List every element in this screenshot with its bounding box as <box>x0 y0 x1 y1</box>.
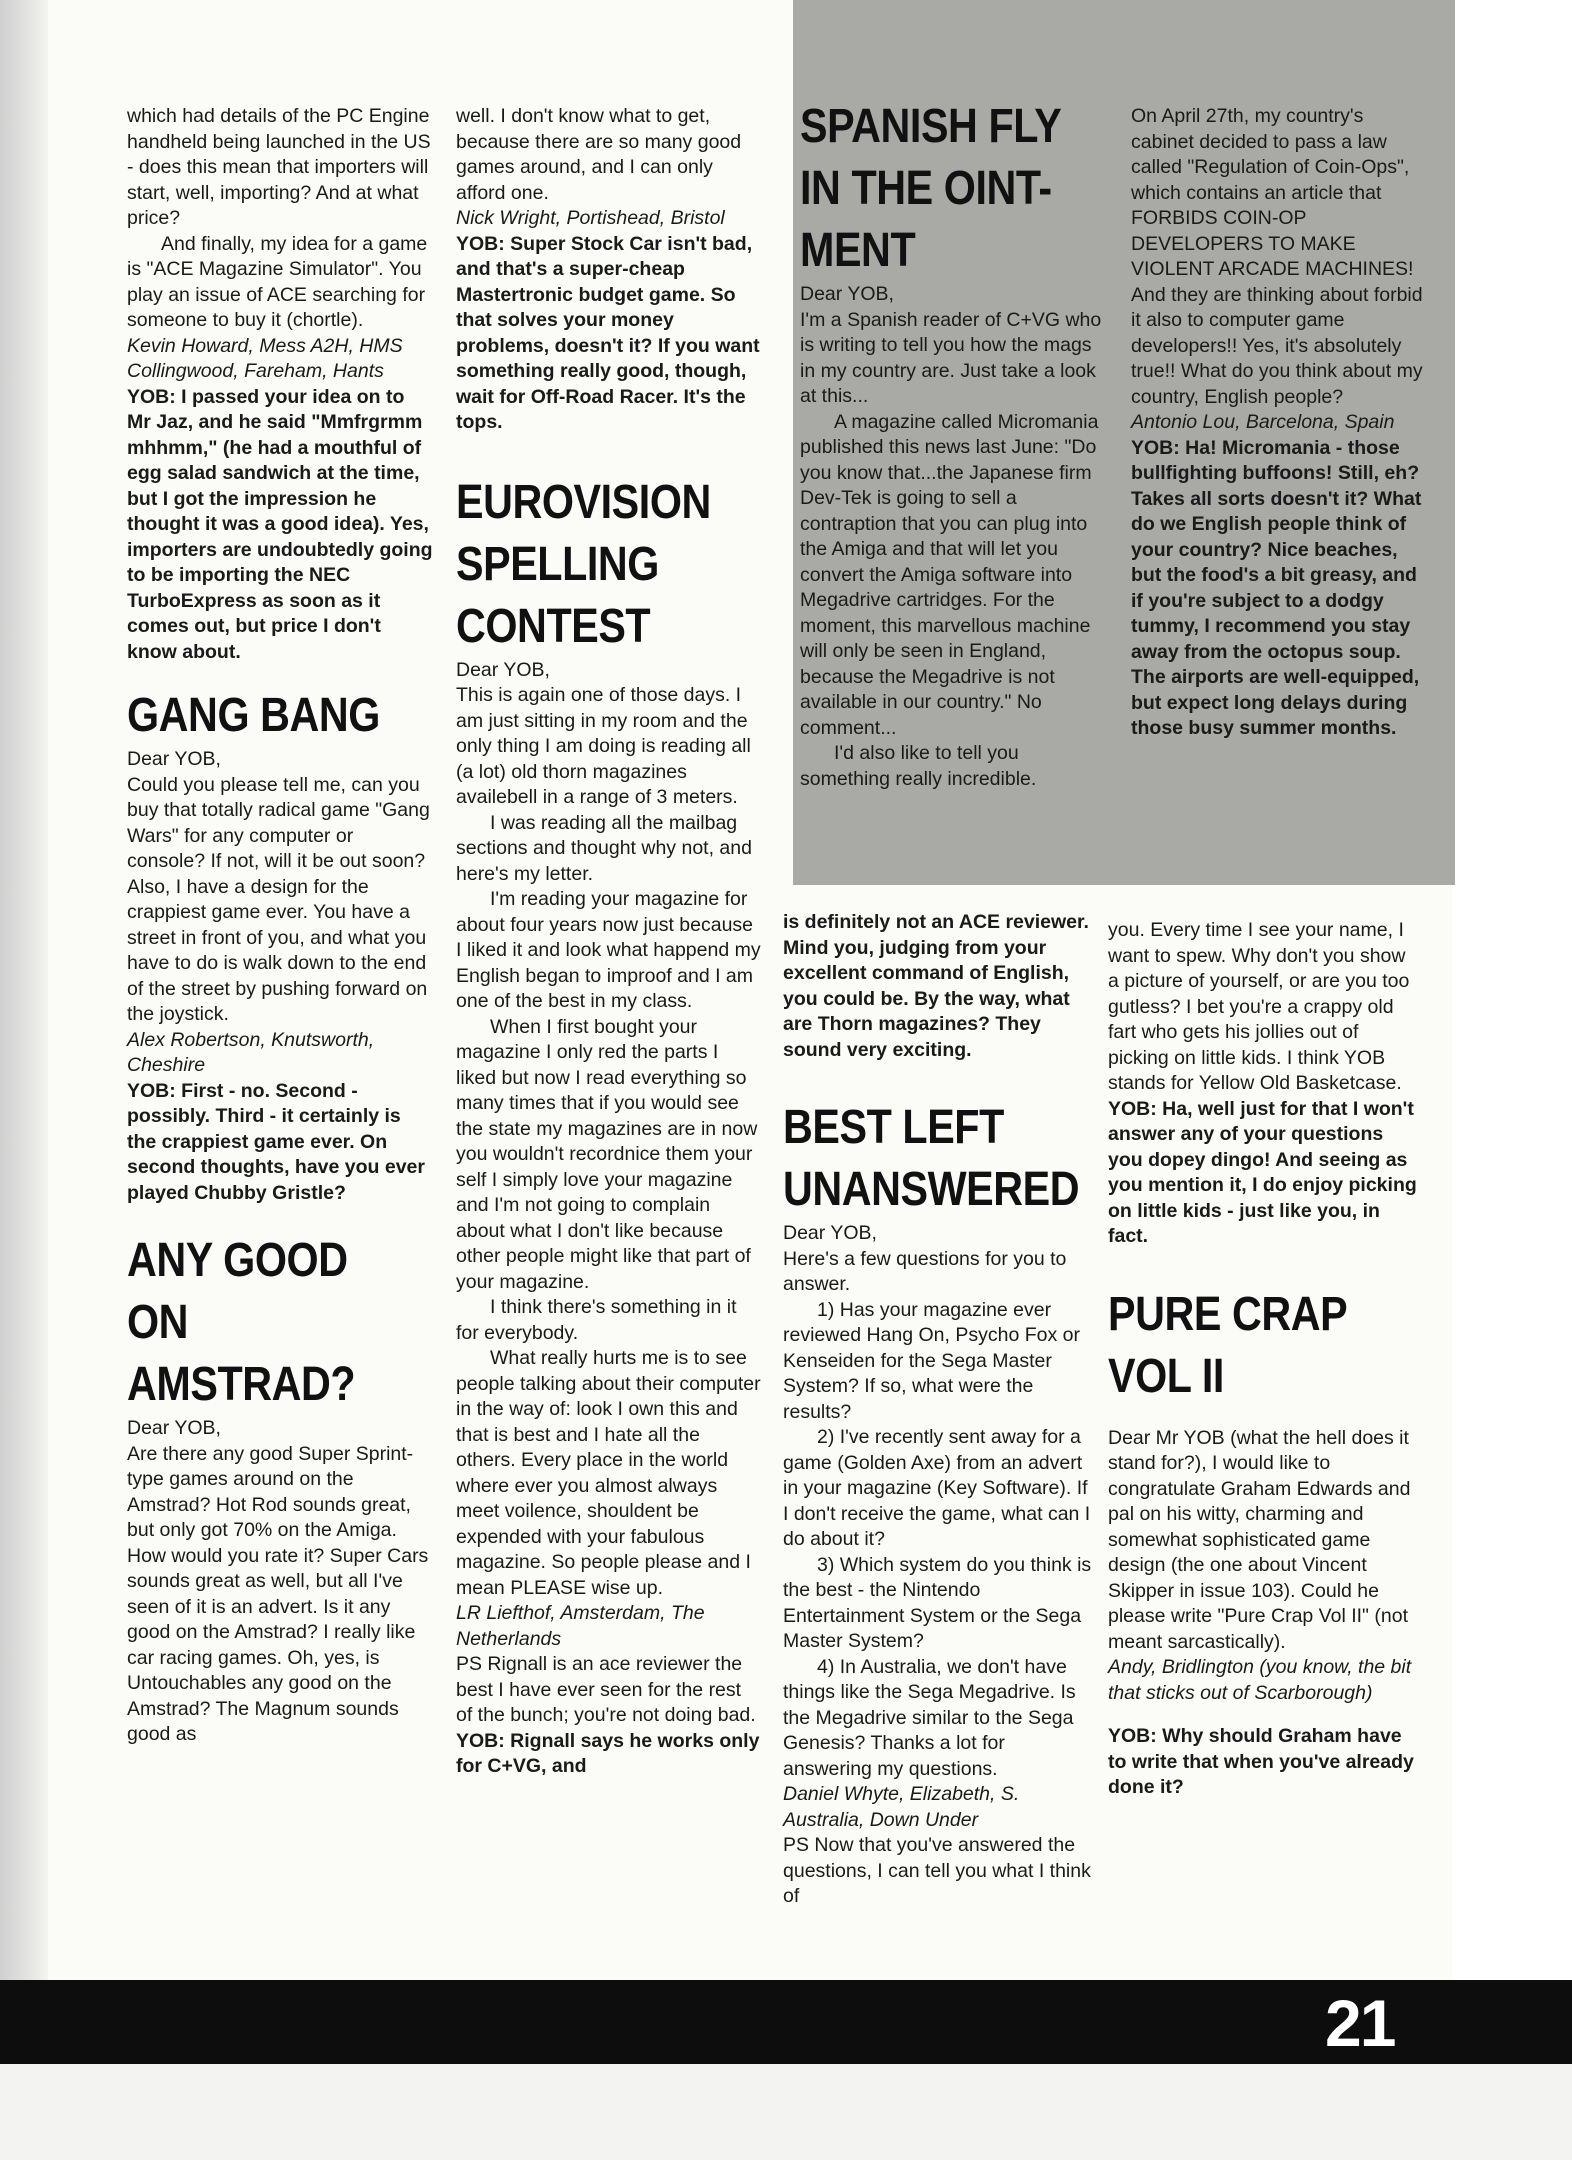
letter-postscript: PS Now that you've answered the questions, I can tell you what I think of <box>783 1834 1091 1907</box>
letter-text: On April 27th, my country's cabinet decided to pass a law called "Regulation of Coin-Ops", which contains an article that FORBIDS COIN-OP DEVELOPERS TO MAKE VIOLENT ARCADE MACHINES! And they are thinking about forbid it also to computer game developers!! Yes, it's absolutely true!! What do you think about my country, English people? <box>1131 105 1423 408</box>
binding-gutter <box>0 0 48 2160</box>
letter-text: 4) In Australia, we don't have things like the Sega Megadrive. Is the Megadrive similar to the Sega Genesis? Thanks a lot for answering my questions. <box>783 1655 1076 1780</box>
letter-salutation: Dear YOB, <box>783 1222 877 1244</box>
yob-reply: YOB: Rignall says he works only for C+VG, and <box>456 1729 760 1777</box>
page-edge <box>1452 0 1572 2160</box>
column-4-lower <box>1108 918 1420 1801</box>
yob-reply: YOB: First - no. Second - possibly. Third - it certainly is the crappiest game ever. On second thoughts, have you ever played Chubby Gristle? <box>127 1079 425 1204</box>
letter-postscript: PS Rignall is an ace reviewer the best I have ever seen for the rest of the bunch; you're not doing bad. <box>456 1653 756 1726</box>
letter-text: I'm reading your magazine for about four years now just because I liked it and look what happend my English began to improof and I am one of the best in my class. <box>456 888 761 1012</box>
letter-signature: Kevin Howard, Mess A2H, HMS Collingwood, Fareham, Hants <box>127 334 403 382</box>
column-3-lower <box>783 910 1095 1910</box>
letter-text: I'm a Spanish reader of C+VG who is writing to tell you how the mags in my country are. Just take a look at this... <box>800 308 1102 407</box>
letter-signature: Nick Wright, Portishead, Bristol <box>456 207 725 229</box>
letter-text: Are there any good Super Sprint-type games around on the Amstrad? Hot Rod sounds great, but only got 70% on the Amiga. How would you rate it? Super Cars sounds great as well, but all I've seen of it is an advert. Is it any good on the Amstrad? I really like car racing games. Oh, yes, is Untouchables any good on the Amstrad? The Magnum sounds good as <box>127 1442 429 1745</box>
headline-any-good-on-amstrad: ANY GOOD ON AMSTRAD? <box>127 1234 356 1411</box>
letter-text: 3) Which system do you think is the best - the Nintendo Entertainment System or the Sega Master System? <box>783 1553 1092 1652</box>
page-margin-bottom <box>0 2064 1572 2160</box>
letter-text: Dear Mr YOB (what the hell does it stand for?), I would like to congratulate Graham Edwards and pal on his witty, charming and somewhat sophisticated game design (the one about Vincent Skipper in issue 103). Could he please write "Pure Crap Vol II" (not meant sarcastically). <box>1108 1426 1411 1653</box>
yob-reply: YOB: Ha! Micromania - those bullfighting buffoons! Still, eh? Takes all sorts doesn't it? What do we English people think of your country? Nice beaches, but the food's a bit greasy, and if you're subject to a dodgy tummy, I recommend you stay away from the octopus soup. The airports are well-equipped, but expect long delays during those busy summer months. <box>1131 436 1422 739</box>
letter-text: I think there's something in it for everybody. <box>456 1296 737 1344</box>
letter-text: This is again one of those days. I am just sitting in my room and the only thing I am doing is reading all (a lot) old thorn magazines availebell in a range of 3 meters. <box>456 684 751 808</box>
letter-salutation: Dear YOB, <box>127 1417 221 1439</box>
column-3 <box>800 96 1106 792</box>
letter-text: you. Every time I see your name, I want to spew. Why don't you show a picture of yourself, or are you too gutless? I bet you're a crappy old fart who gets his jollies out of picking on little kids. I think YOB stands for Yellow Old Basketcase. <box>1108 919 1410 1094</box>
letter-text: When I first bought your magazine I only red the parts I liked but now I read everything so many times that if you would see the state my magazines are in now you wouldn't recordnice them your self I simply love your magazine and I'm not going to complain about what I don't like because other people might like that part of your magazine. <box>456 1015 758 1293</box>
letter-signature: Andy, Bridlington (you know, the bit that sticks out of Scarborough) <box>1108 1656 1412 1704</box>
yob-reply: is definitely not an ACE reviewer. Mind you, judging from your excellent command of English, you could be. By the way, what are Thorn magazines? They sound very exciting. <box>783 911 1089 1061</box>
letter-text: 2) I've recently sent away for a game (Golden Axe) from an advert in your magazine (Key Software). If I don't receive the game, what can I do about it? <box>783 1426 1091 1550</box>
letter-salutation: Dear YOB, <box>800 283 894 305</box>
letter-salutation: Dear YOB, <box>456 658 550 681</box>
letter-signature: LR Liefthof, Amsterdam, The Netherlands <box>456 1602 705 1650</box>
letter-text: A magazine called Micromania published this news last June: "Do you know that...the Japanese firm Dev-Tek is going to sell a contraption that you can plug into the Amiga and that will let you convert the Amiga software into Megadrive cartridges. For the moment, this marvellous machine will only be seen in England, because the Megadrive is not available in our country." No comment... <box>800 410 1099 739</box>
headline-gang-bang: GANG BANG <box>127 689 380 742</box>
yob-reply: YOB: Why should Graham have to write that when you've already done it? <box>1108 1725 1414 1798</box>
letter-text: I'd also like to tell you something really incredible. <box>800 742 1037 790</box>
headline-pure-crap: PURE CRAP VOL II <box>1108 1287 1348 1403</box>
page-number: 21 <box>1325 1986 1395 2060</box>
yob-reply: YOB: Super Stock Car isn't bad, and that's a super-cheap Mastertronic budget game. So that solves your money problems, doesn't it? If you want something really good, though, wait for Off-Road Racer. It's the tops. <box>456 232 760 433</box>
headline-best-left-unanswered: BEST LEFT UNANSWERED <box>783 1101 1080 1216</box>
letter-signature: Antonio Lou, Barcelona, Spain <box>1131 411 1395 433</box>
letter-text: I was reading all the mailbag sections and thought why not, and here's my letter. <box>456 811 752 885</box>
headline-eurovision-spelling-contest: EUROVISION SPELLING CONTEST <box>456 475 711 653</box>
letter-signature: Daniel Whyte, Elizabeth, S. Australia, Down Under <box>783 1783 1020 1831</box>
column-1 <box>127 104 433 1748</box>
letter-text: 1) Has your magazine ever reviewed Hang On, Psycho Fox or Kenseiden for the Sega Master System? If so, what were the results? <box>783 1298 1080 1423</box>
letter-text: well. I don't know what to get, because there are so many good games around, and I can only afford one. <box>456 105 742 204</box>
yob-reply: YOB: Ha, well just for that I won't answer any of your questions you dopey dingo! And seeing as you mention it, I do enjoy picking on little kids - just like you, in fact. <box>1108 1097 1417 1247</box>
yob-reply: YOB: I passed your idea on to Mr Jaz, and he said "Mmfrgrmm mhhmm," (he had a mouthful of egg salad sandwich at the time, but I got the impression he thought it was a good idea). Yes, importers are undoubtedly going to be importing the NEC TurboExpress as soon as it comes out, but price I don't know about. <box>127 385 433 663</box>
letter-text: Here's a few questions for you to answer. <box>783 1247 1067 1295</box>
letter-salutation: Dear YOB, <box>127 748 221 770</box>
letter-signature: Alex Robertson, Knutsworth, Cheshire <box>127 1028 375 1076</box>
letter-text: which had details of the PC Engine handheld being launched in the US - does this mean that importers will start, well, importing? And at what price? <box>127 105 431 229</box>
letter-text: And finally, my idea for a game is "ACE Magazine Simulator". You play an issue of ACE searching for someone to buy it (chortle). <box>127 232 428 331</box>
headline-spanish-fly: SPANISH FLY IN THE OINT- MENT <box>800 100 1062 277</box>
letter-text: What really hurts me is to see people talking about their computer in the way of: look I own this and that is best and I hate all the others. Every place in the world where ever you almost always meet voilence, shouldent be expended with your fabulous magazine. So people please and I mean PLEASE wise up. <box>456 1347 761 1599</box>
column-2 <box>456 104 762 1780</box>
letter-text: Could you please tell me, can you buy that totally radical game "Gang Wars" for any computer or console? If not, will it be out soon? Also, I have a design for the crappiest game ever. You have a street in front of you, and what you have to do is walk down to the end of the street by pushing forward on the joystick. <box>127 773 430 1025</box>
column-4 <box>1131 104 1431 742</box>
